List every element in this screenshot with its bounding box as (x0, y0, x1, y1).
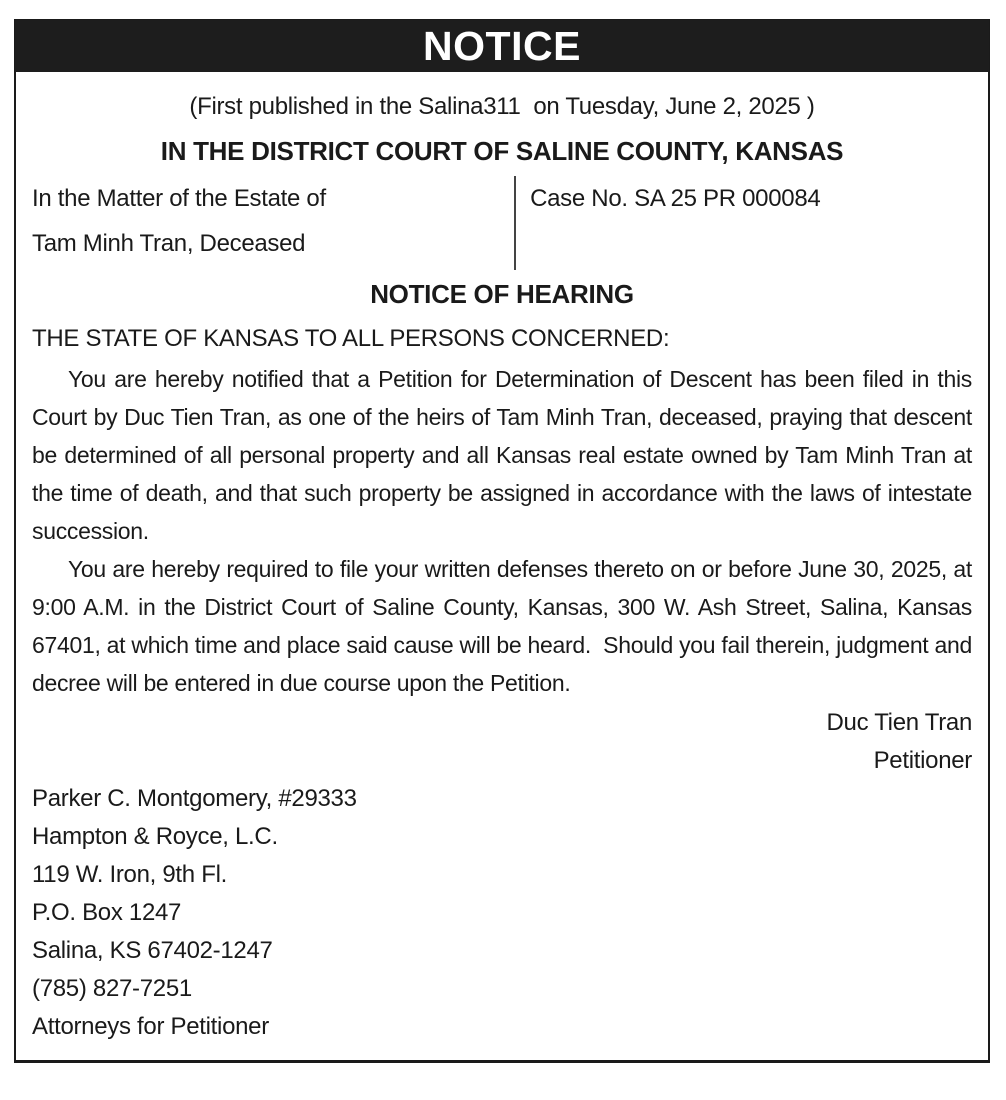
attorney-line: Hampton & Royce, L.C. (32, 823, 278, 850)
matter-line-1: In the Matter of the Estate of (32, 185, 326, 212)
case-number: Case No. SA 25 PR 000084 (530, 185, 821, 212)
notice-content (16, 72, 988, 1060)
petitioner-role: Petitioner (873, 747, 972, 774)
hearing-title: NOTICE OF HEARING (370, 279, 634, 309)
notice-banner (15, 20, 989, 72)
notice-banner-title: NOTICE (423, 23, 581, 69)
first-published-line: (First published in the Salina311 on Tuesday, June 2, 2025 ) (189, 93, 815, 120)
attorney-line: Attorneys for Petitioner (32, 1013, 269, 1040)
legal-notice-box (14, 19, 990, 1063)
attorney-block (32, 780, 972, 1046)
case-matter-column (32, 176, 516, 270)
attorney-line: (785) 827-7251 (32, 975, 192, 1002)
matter-line-2: Tam Minh Tran, Deceased (32, 230, 306, 257)
attorney-line: 119 W. Iron, 9th Fl. (32, 861, 227, 888)
attorney-line: Salina, KS 67402-1247 (32, 937, 273, 964)
attorney-line: Parker C. Montgomery, #29333 (32, 785, 357, 812)
case-caption-row (32, 176, 972, 270)
case-number-column (516, 176, 972, 270)
attorney-line: P.O. Box 1247 (32, 899, 182, 926)
petitioner-name: Duc Tien Tran (826, 709, 972, 736)
court-heading: IN THE DISTRICT COURT OF SALINE COUNTY, KANSAS (160, 136, 844, 166)
hearing-paragraph-2: You are hereby required to file your written defenses thereto on or before June 30, 2025, at 9:00 A.M. in the District Court of Saline County, Kansas, 300 W. Ash Street, Salina, Kansas 67401, at which time and place said cause will be heard. Should you fail therein, judgment and decree will be entered in due course upon the Petition. (32, 556, 985, 696)
hearing-paragraph-1: You are hereby notified that a Petition for Determination of Descent has been filed in this Court by Duc Tien Tran, as one of the heirs of Tam Minh Tran, deceased, praying that descent be determined of all personal property and all Kansas real estate owned by Tam Minh Tran at the time of death, and that such property be assigned in accordance with the laws of intestate succession. (32, 366, 979, 544)
salutation-line: THE STATE OF KANSAS TO ALL PERSONS CONCERNED: (32, 325, 670, 352)
signature-block (32, 704, 972, 780)
